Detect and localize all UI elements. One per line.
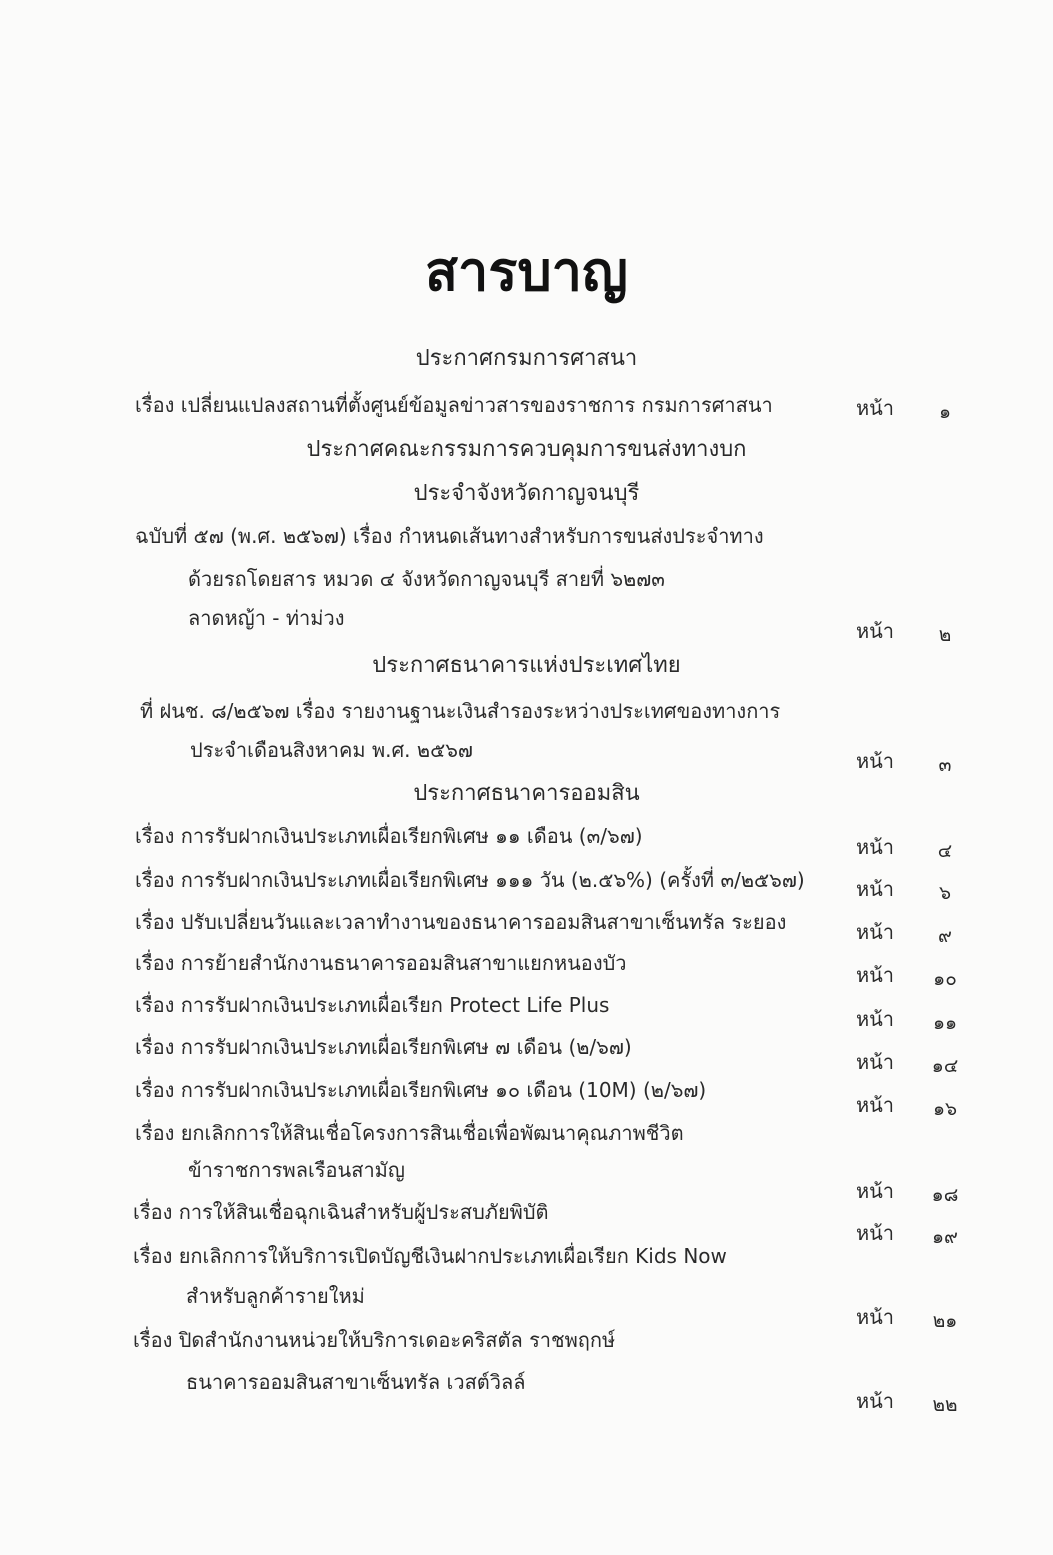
- page-number: ๒๒: [932, 1394, 958, 1416]
- toc-entry-text: เรื่อง ยกเลิกการให้บริการเปิดบัญชีเงินฝากประเภทเผื่อเรียก Kids Now: [133, 1244, 727, 1268]
- toc-entry-text: เรื่อง การรับฝากเงินประเภทเผื่อเรียกพิเศษ ๑๐ เดือน (10M) (๒/๖๗): [135, 1078, 707, 1102]
- page-label: หน้า: [855, 963, 895, 987]
- page-number: ๑๐: [933, 968, 957, 990]
- page-label: หน้า: [855, 396, 895, 420]
- section-heading: ประกาศธนาคารออมสิน: [413, 781, 640, 806]
- toc-entry-text: สำหรับลูกค้ารายใหม่: [186, 1284, 365, 1308]
- section-heading: ประจำจังหวัดกาญจนบุรี: [413, 481, 640, 506]
- toc-entry-text: ที่ ฝนช. ๘/๒๕๖๗ เรื่อง รายงานฐานะเงินสำรองระหว่างประเทศของทางการ: [140, 699, 781, 723]
- page-label: หน้า: [855, 920, 895, 944]
- toc-entry-text: เรื่อง เปลี่ยนแปลงสถานที่ตั้งศูนย์ข้อมูลข่าวสารของราชการ กรมการศาสนา: [135, 393, 773, 417]
- page-number: ๑: [938, 401, 952, 423]
- page-label: หน้า: [855, 1050, 895, 1074]
- section-heading: ประกาศกรมการศาสนา: [415, 346, 638, 371]
- toc-entry-text: เรื่อง การย้ายสำนักงานธนาคารออมสินสาขาแยกหนองบัว: [135, 951, 627, 975]
- toc-entry-text: เรื่อง การรับฝากเงินประเภทเผื่อเรียก Protect Life Plus: [135, 993, 610, 1017]
- page-number: ๑๖: [932, 1098, 958, 1120]
- page-number: ๑๙: [932, 1226, 958, 1248]
- toc-entry-text: ธนาคารออมสินสาขาเซ็นทรัล เวสต์วิลล์: [186, 1370, 526, 1394]
- page-number: ๒: [938, 624, 952, 646]
- page-label: หน้า: [855, 1305, 895, 1329]
- toc-entry-text: ข้าราชการพลเรือนสามัญ: [188, 1158, 405, 1182]
- page-number: ๖: [938, 882, 952, 904]
- page-number: ๑๔: [931, 1055, 959, 1077]
- page-number: ๒๑: [932, 1310, 958, 1332]
- page-label: หน้า: [855, 1389, 895, 1413]
- page-label: หน้า: [855, 877, 895, 901]
- page-label: หน้า: [855, 1221, 895, 1245]
- toc-entry-text: เรื่อง ยกเลิกการให้สินเชื่อโครงการสินเชื่อเพื่อพัฒนาคุณภาพชีวิต: [135, 1121, 684, 1145]
- page-number: ๓: [938, 754, 952, 776]
- toc-entry-text: เรื่อง การรับฝากเงินประเภทเผื่อเรียกพิเศษ ๑๑ เดือน (๓/๖๗): [135, 824, 643, 848]
- page-label: หน้า: [855, 1007, 895, 1031]
- page-number: ๙: [938, 925, 952, 947]
- page-number: ๔: [937, 840, 953, 862]
- page-number: ๑๘: [931, 1184, 959, 1206]
- section-heading: ประกาศธนาคารแห่งประเทศไทย: [372, 653, 681, 678]
- toc-entry-text: ฉบับที่ ๕๗ (พ.ศ. ๒๕๖๗) เรื่อง กำหนดเส้นทางสำหรับการขนส่งประจำทาง: [135, 524, 764, 548]
- toc-entry-text: ลาดหญ้า - ท่าม่วง: [188, 606, 345, 630]
- toc-entry-text: ประจำเดือนสิงหาคม พ.ศ. ๒๕๖๗: [190, 738, 473, 762]
- page-label: หน้า: [855, 1093, 895, 1117]
- toc-entry-text: เรื่อง ปิดสำนักงานหน่วยให้บริการเดอะคริสตัล ราชพฤกษ์: [133, 1328, 616, 1352]
- page-label: หน้า: [855, 1179, 895, 1203]
- page-title: สารบาญ: [425, 239, 628, 303]
- toc-entry-text: เรื่อง ปรับเปลี่ยนวันและเวลาทำงานของธนาคารออมสินสาขาเซ็นทรัล ระยอง: [135, 910, 787, 934]
- section-heading: ประกาศคณะกรรมการควบคุมการขนส่งทางบก: [306, 437, 747, 462]
- page-label: หน้า: [855, 835, 895, 859]
- toc-entry-text: เรื่อง การรับฝากเงินประเภทเผื่อเรียกพิเศษ ๗ เดือน (๒/๖๗): [135, 1035, 632, 1059]
- page-label: หน้า: [855, 619, 895, 643]
- toc-entry-text: เรื่อง การให้สินเชื่อฉุกเฉินสำหรับผู้ประสบภัยพิบัติ: [133, 1200, 549, 1224]
- page-label: หน้า: [855, 749, 895, 773]
- toc-entry-text: เรื่อง การรับฝากเงินประเภทเผื่อเรียกพิเศษ ๑๑๑ วัน (๒.๕๖%) (ครั้งที่ ๓/๒๕๖๗): [135, 868, 805, 892]
- toc-entry-text: ด้วยรถโดยสาร หมวด ๔ จังหวัดกาญจนบุรี สายที่ ๖๒๗๓: [188, 567, 665, 591]
- page-number: ๑๑: [932, 1012, 958, 1034]
